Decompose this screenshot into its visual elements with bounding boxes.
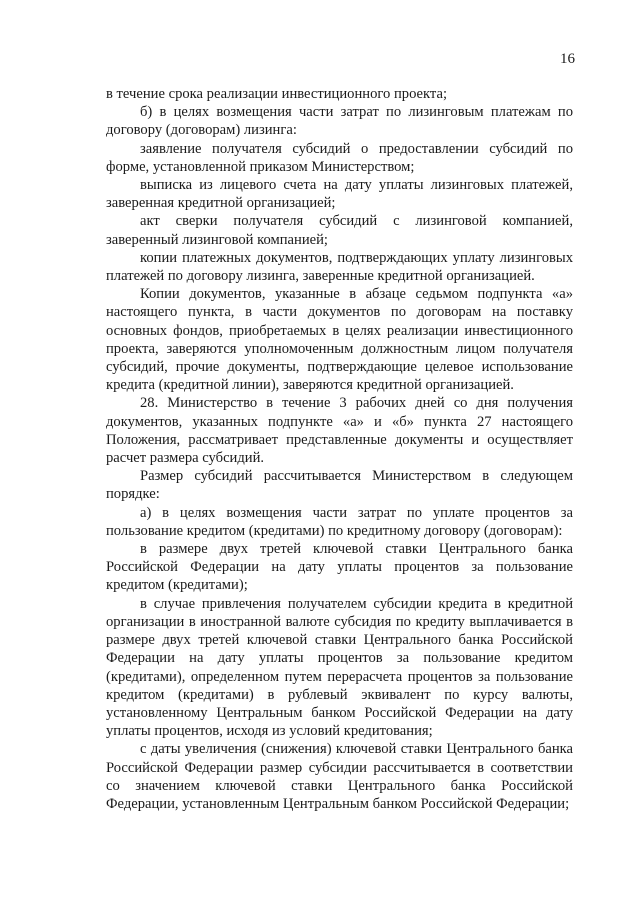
paragraph-10: а) в целях возмещения части затрат по уплате процентов за пользование кредитом (кредитами) по кредитному договору (договорам): xyxy=(106,504,573,539)
paragraph-3: заявление получателя субсидий о предоставлении субсидий по форме, установленной приказом Министерством; xyxy=(106,140,573,175)
paragraph-5: акт сверки получателя субсидий с лизинговой компанией, заверенный лизинговой компанией; xyxy=(106,213,573,248)
paragraph-8: 28. Министерство в течение 3 рабочих дней со дня получения документов, указанных подпункте «а» и «б» пункта 27 настоящего Положения, рассматривает представленные документы и осуществляет расчет размера субсидий. xyxy=(106,395,573,467)
paragraph-9: Размер субсидий рассчитывается Министерством в следующем порядке: xyxy=(106,468,573,503)
paragraph-13: с даты увеличения (снижения) ключевой ставки Центрального банка Российской Федерации размер субсидии рассчитывается в соответствии со значением ключевой ставки Центрального банка Российской Федерации, установленным Центральным банком Российской Федерации; xyxy=(106,741,573,812)
paragraph-12: в случае привлечения получателем субсидии кредита в кредитной организации в иностранной валюте субсидия по кредиту выплачивается в размере двух третей ключевой ставки Центрального банка Российской Федерации на дату уплаты процентов за пользование кредитом (кредитами), определенном путем перерасчета процентов за пользование кредитом (кредитами) в рублевый эквивалент по курсу валюты, установленному Центральным банком Российской Федерации на дату уплаты процентов, исходя из условий кредитования; xyxy=(106,595,573,740)
paragraph-7: Копии документов, указанные в абзаце седьмом подпункта «а» настоящего пункта, в части документов по договорам на поставку основных фондов, приобретаемых в целях реализации инвестиционного проекта, заверяются уполномоченным должностным лицом получателя субсидий, прочие документы, подтверждающие целевое использование кредита (кредитной линии), заверяются кредитной организацией. xyxy=(106,286,573,394)
document-body xyxy=(106,85,573,813)
paragraph-4: выписка из лицевого счета на дату уплаты лизинговых платежей, заверенная кредитной организацией; xyxy=(106,177,573,212)
paragraph-6: копии платежных документов, подтверждающих уплату лизинговых платежей по договору лизинга, заверенные кредитной организацией. xyxy=(106,249,573,285)
paragraph-11: в размере двух третей ключевой ставки Центрального банка Российской Федерации на дату уплаты процентов за пользование кредитом (кредитами); xyxy=(106,541,573,594)
page-number: 16 xyxy=(560,51,575,67)
paragraph-1: в течение срока реализации инвестиционного проекта; xyxy=(106,86,448,102)
paragraph-2: б) в целях возмещения части затрат по лизинговым платежам по договору (договорам) лизинга: xyxy=(106,104,573,139)
